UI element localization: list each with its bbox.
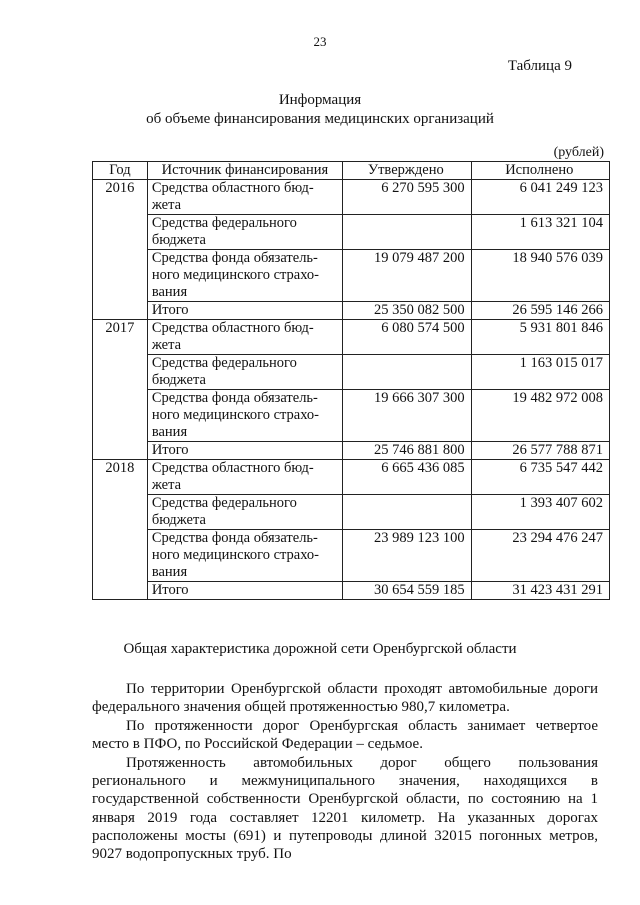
section-title: Общая характеристика дорожной сети Оренбургской области bbox=[123, 641, 517, 657]
approved-cell: 25 746 881 800 bbox=[343, 442, 472, 460]
source-cell: Итого bbox=[147, 442, 342, 460]
table-subtitle: об объеме финансирования медицинских организаций bbox=[146, 111, 494, 127]
approved-cell: 19 666 307 300 bbox=[343, 390, 472, 442]
executed-cell: 6 041 249 123 bbox=[471, 180, 609, 215]
approved-cell: 25 350 082 500 bbox=[343, 302, 472, 320]
table-row bbox=[93, 442, 610, 460]
year-cell: 2018 bbox=[93, 460, 148, 600]
source-cell: Средства областного бюд- жета bbox=[147, 320, 342, 355]
table-row bbox=[93, 390, 610, 442]
table-row bbox=[93, 495, 610, 530]
approved-cell: 23 989 123 100 bbox=[343, 530, 472, 582]
approved-cell bbox=[343, 355, 472, 390]
paragraph: По территории Оренбургской области проходят автомобильные дороги федерального значения общей протяженностью 980,7 километра. bbox=[92, 681, 598, 716]
source-cell: Средства федерального бюджета bbox=[147, 355, 342, 390]
header-year: Год bbox=[93, 162, 148, 180]
executed-cell: 1 613 321 104 bbox=[471, 215, 609, 250]
table-row bbox=[93, 530, 610, 582]
page-number: 23 bbox=[313, 34, 327, 49]
table-row bbox=[93, 215, 610, 250]
table-label: Таблица 9 bbox=[507, 58, 572, 74]
table-row bbox=[93, 460, 610, 495]
approved-cell bbox=[343, 215, 472, 250]
executed-cell: 1 163 015 017 bbox=[471, 355, 609, 390]
header-source: Источник финансирования bbox=[147, 162, 342, 180]
header-executed: Исполнено bbox=[471, 162, 609, 180]
source-cell: Средства областного бюд- жета bbox=[147, 180, 342, 215]
executed-cell: 5 931 801 846 bbox=[471, 320, 609, 355]
executed-cell: 1 393 407 602 bbox=[471, 495, 609, 530]
source-cell: Средства федерального бюджета bbox=[147, 495, 342, 530]
unit-label: (рублей) bbox=[553, 145, 604, 160]
approved-cell: 6 665 436 085 bbox=[343, 460, 472, 495]
source-cell: Средства фонда обязатель- ного медицинского страхо- вания bbox=[147, 530, 342, 582]
executed-cell: 26 577 788 871 bbox=[471, 442, 609, 460]
financing-table bbox=[92, 161, 610, 600]
approved-cell bbox=[343, 495, 472, 530]
table-row bbox=[93, 250, 610, 302]
executed-cell: 19 482 972 008 bbox=[471, 390, 609, 442]
table-title: Информация bbox=[278, 92, 362, 108]
executed-cell: 31 423 431 291 bbox=[471, 582, 609, 600]
paragraph: По протяженности дорог Оренбургская область занимает четвертое место в ПФО, по Российской Федерации – седьмое. bbox=[92, 718, 598, 753]
executed-cell: 23 294 476 247 bbox=[471, 530, 609, 582]
table-body bbox=[93, 180, 610, 600]
table-header-row bbox=[93, 162, 610, 180]
source-cell: Средства федерального бюджета bbox=[147, 215, 342, 250]
table-row bbox=[93, 302, 610, 320]
source-cell: Средства областного бюд- жета bbox=[147, 460, 342, 495]
source-cell: Средства фонда обязатель- ного медицинского страхо- вания bbox=[147, 390, 342, 442]
table-row bbox=[93, 355, 610, 390]
table-row bbox=[93, 180, 610, 215]
header-approved: Утверждено bbox=[343, 162, 472, 180]
source-cell: Итого bbox=[147, 582, 342, 600]
executed-cell: 26 595 146 266 bbox=[471, 302, 609, 320]
source-cell: Итого bbox=[147, 302, 342, 320]
approved-cell: 19 079 487 200 bbox=[343, 250, 472, 302]
table-row bbox=[93, 320, 610, 355]
paragraph: Протяженность автомобильных дорог общего пользования регионального и межмуниципального значения, находящихся в государственной собственности Оренбургской области, по состоянию на 1 января 2019 года составляет 12201 километр. На указанных дорогах расположены мосты (691) и путепроводы длиной 32015 погонных метров, 9027 водопропускных труб. По bbox=[92, 755, 598, 863]
year-cell: 2016 bbox=[93, 180, 148, 320]
approved-cell: 6 270 595 300 bbox=[343, 180, 472, 215]
approved-cell: 6 080 574 500 bbox=[343, 320, 472, 355]
executed-cell: 18 940 576 039 bbox=[471, 250, 609, 302]
approved-cell: 30 654 559 185 bbox=[343, 582, 472, 600]
year-cell: 2017 bbox=[93, 320, 148, 460]
table-row bbox=[93, 582, 610, 600]
source-cell: Средства фонда обязатель- ного медицинского страхо- вания bbox=[147, 250, 342, 302]
executed-cell: 6 735 547 442 bbox=[471, 460, 609, 495]
